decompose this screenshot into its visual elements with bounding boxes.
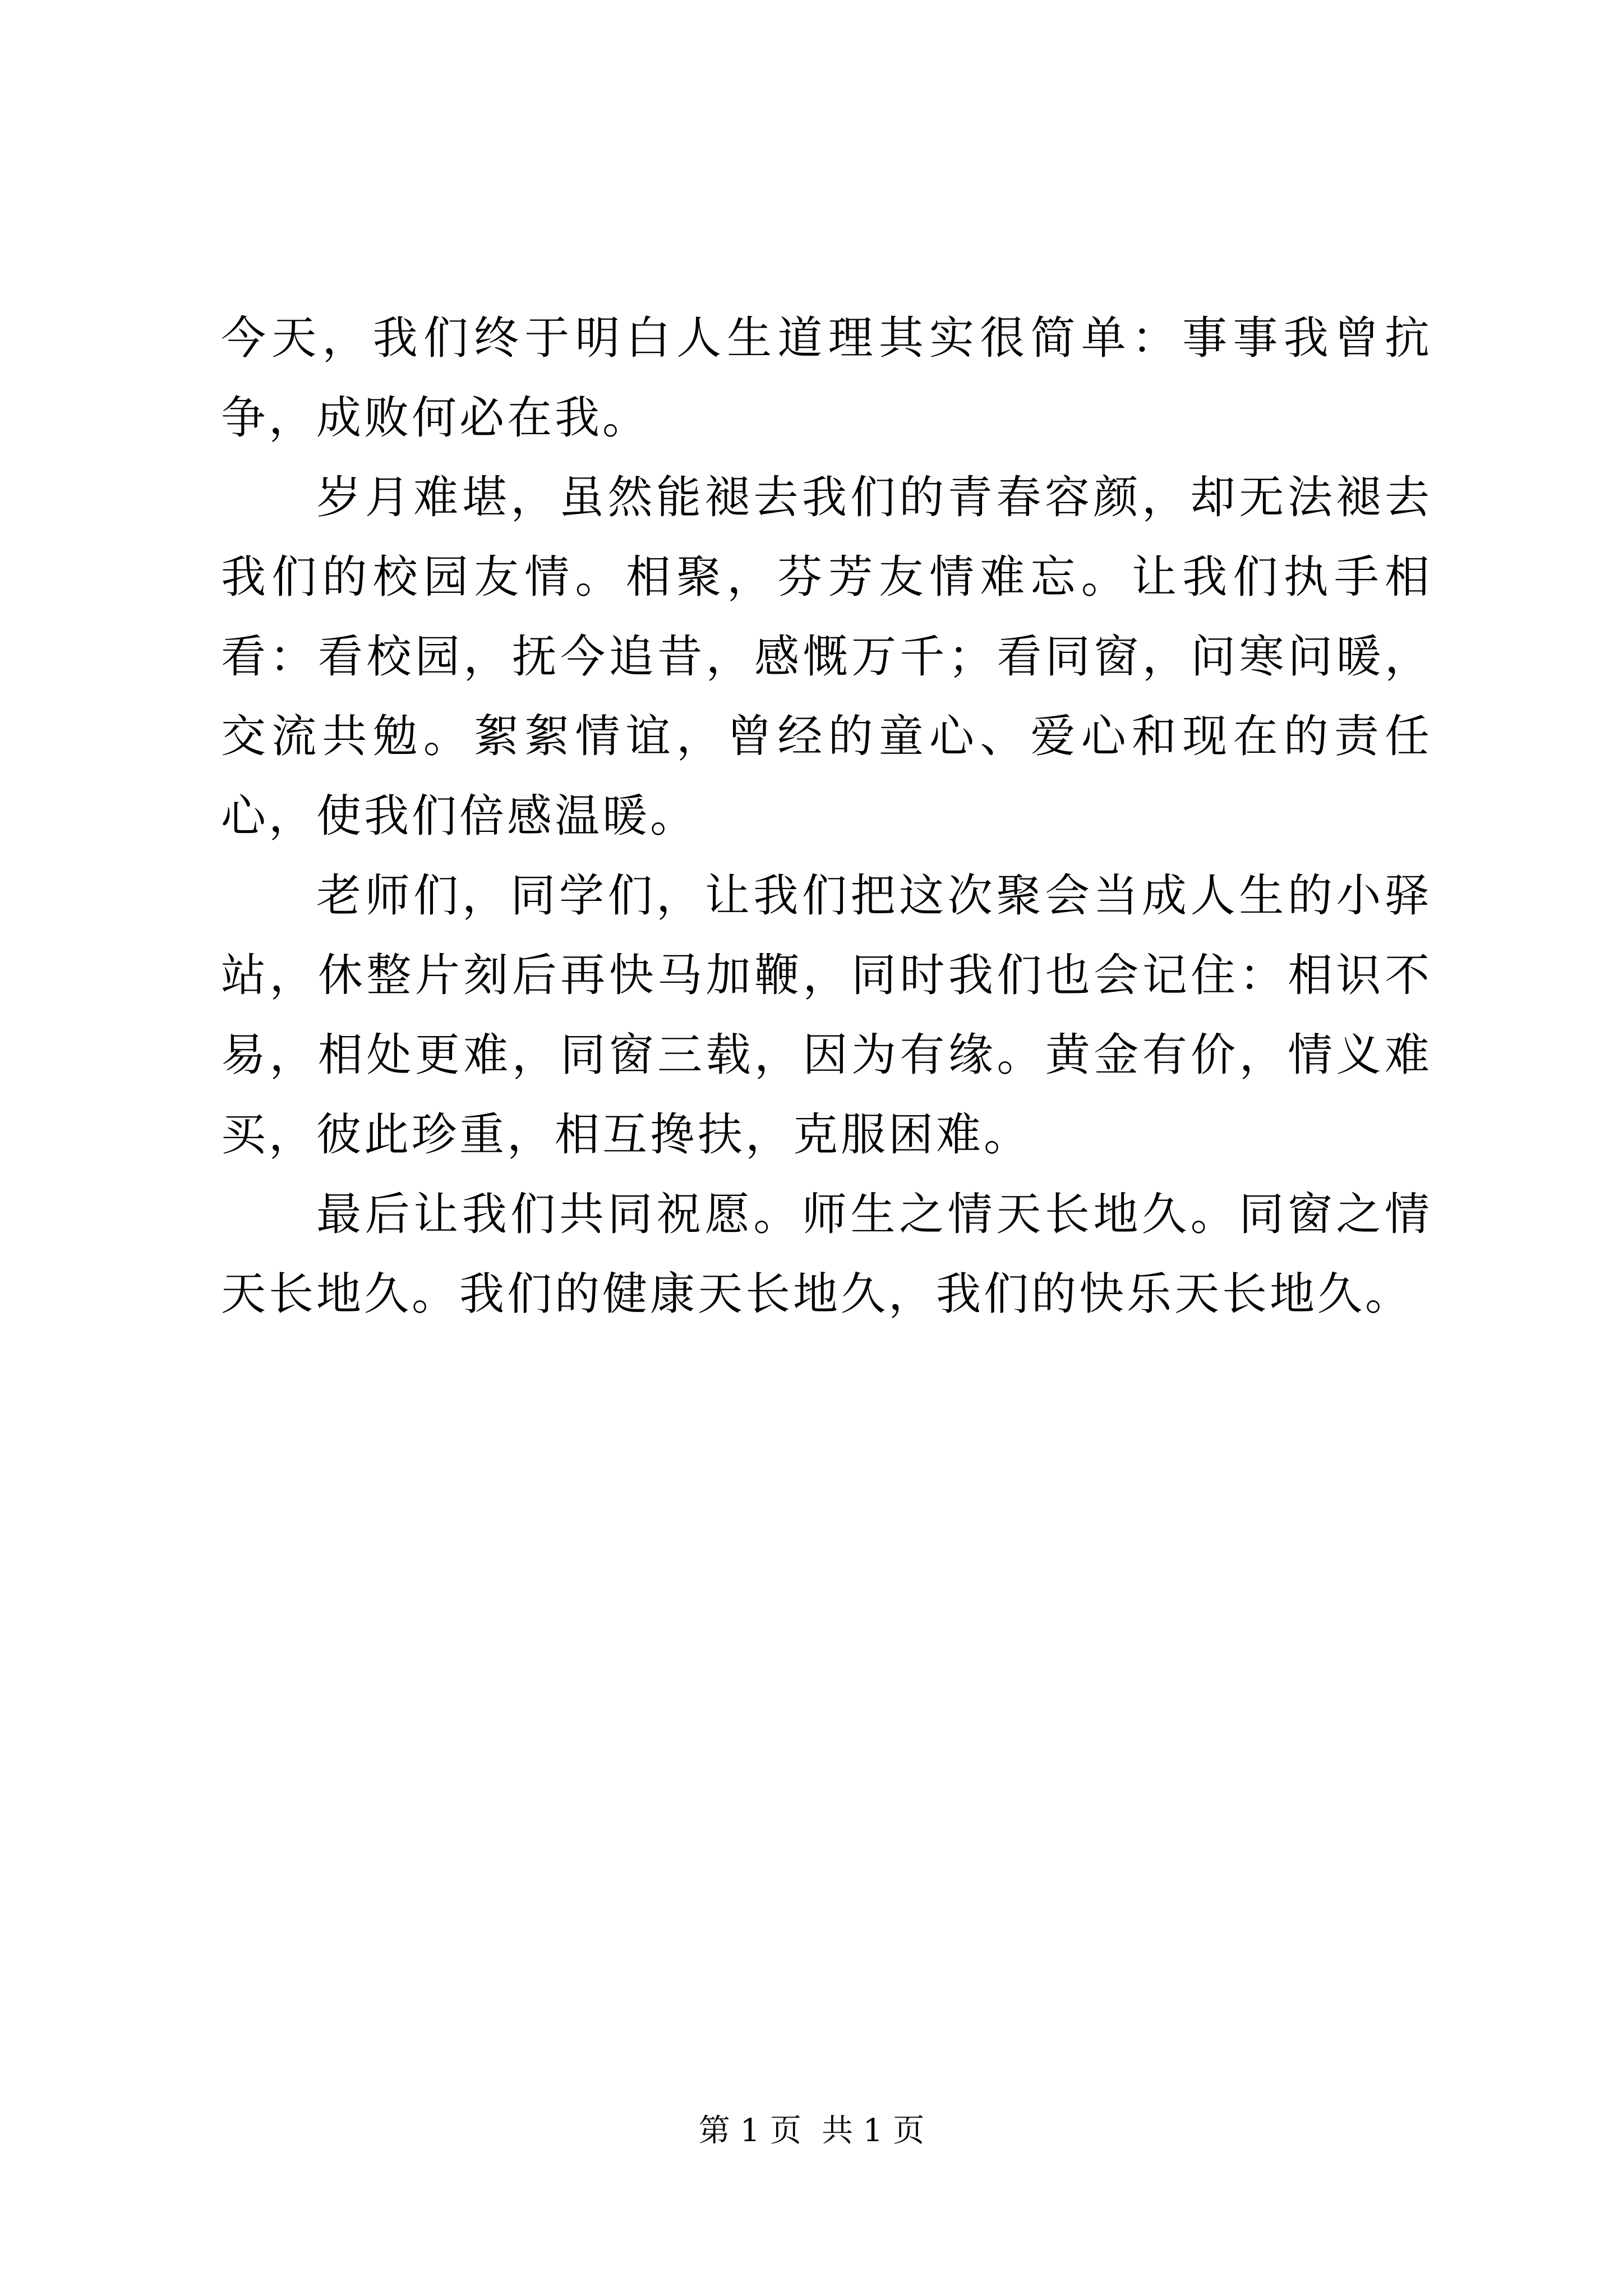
page-number-total: 共 1 页 [822, 2113, 925, 2149]
paragraph-2: 岁月难堪，虽然能褪去我们的青春容颜，却无法褪去我们的校园友情。相聚，芬芳友情难忘。让我们执手相看：看校园，抚今追昔，感慨万千；看同窗，问寒问暖，交流共勉。絮絮情谊，曾经的童心、爱心和现在的责任心，使我们倍感温暖。 [221, 471, 1432, 842]
page-number-current: 第 1 页 [698, 2113, 801, 2149]
document-body [221, 298, 1432, 1334]
paragraph-1: 今天，我们终于明白人生道理其实很简单：事事我曾抗争，成败何必在我。 [221, 312, 1432, 444]
page-footer [0, 2111, 1623, 2151]
paragraph-3: 老师们，同学们，让我们把这次聚会当成人生的小驿站，休整片刻后再快马加鞭，同时我们也会记住：相识不易，相处更难，同窗三载，因为有缘。黄金有价，情义难买，彼此珍重，相互搀扶，克服困难。 [221, 869, 1432, 1161]
paragraph-4: 最后让我们共同祝愿。师生之情天长地久。同窗之情天长地久。我们的健康天长地久，我们的快乐天长地久。 [221, 1188, 1432, 1320]
